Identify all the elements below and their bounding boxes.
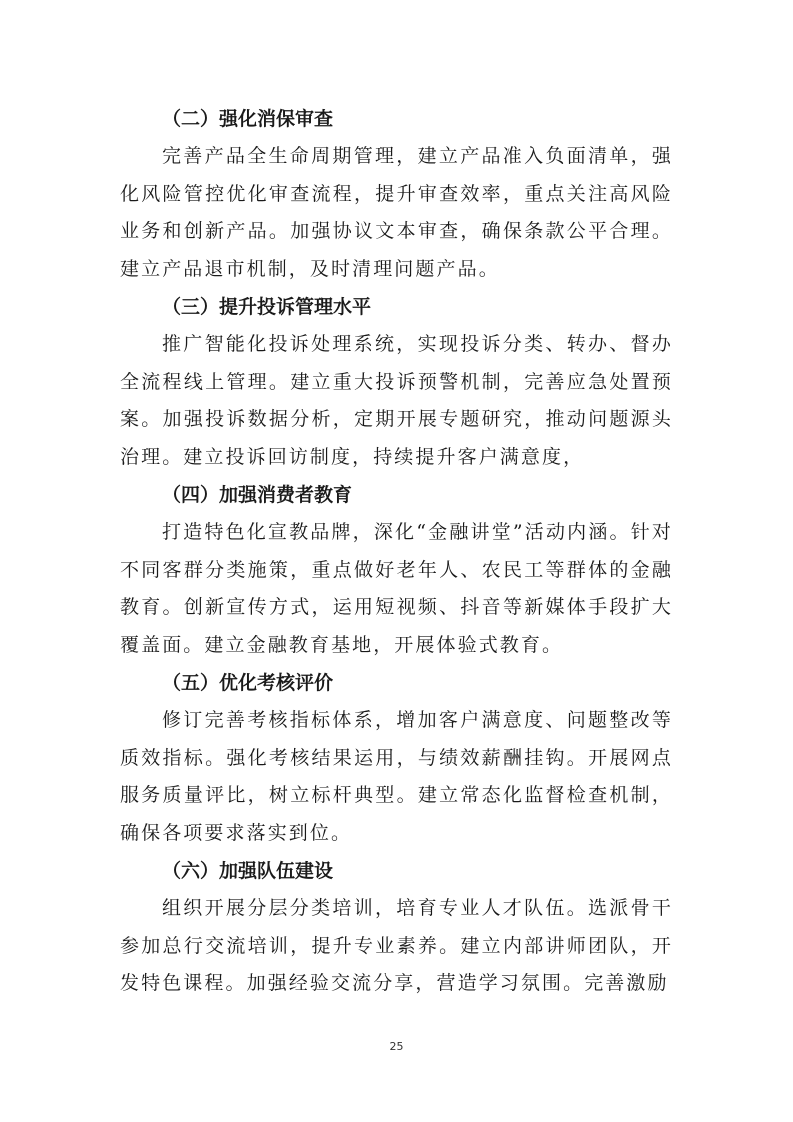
section-4 — [120, 476, 673, 664]
section-heading: （六）加强队伍建设 — [162, 860, 334, 882]
section-paragraph: 打造特色化宣教品牌，深化“金融讲堂”活动内涵。针对不同客群分类施策，重点做好老年人、农民工等群体的金融教育。创新宣传方式，运用短视频、抖音等新媒体手段扩大覆盖面。建立金融教育基地，开展体验式教育。 — [120, 521, 673, 656]
document-page — [120, 100, 673, 1003]
section-heading: （二）强化消保审查 — [162, 108, 334, 130]
section-6 — [120, 852, 673, 1003]
section-paragraph: 修订完善考核指标体系，增加客户满意度、问题整改等质效指标。强化考核结果运用，与绩效薪酬挂钩。开展网点服务质量评比，树立标杆典型。建立常态化监督检查机制，确保各项要求落实到位。 — [120, 709, 673, 844]
section-paragraph: 组织开展分层分类培训，培育专业人才队伍。选派骨干参加总行交流培训，提升专业素养。建立内部讲师团队，开发特色课程。加强经验交流分享，营造学习氛围。完善激励 — [120, 897, 673, 994]
page-number: 25 — [389, 1040, 404, 1053]
section-paragraph: 推广智能化投诉处理系统，实现投诉分类、转办、督办全流程线上管理。建立重大投诉预警机制，完善应急处置预案。加强投诉数据分析，定期开展专题研究，推动问题源头治理。建立投诉回访制度，持续提升客户满意度， — [120, 333, 673, 468]
section-heading: （三）提升投诉管理水平 — [162, 296, 372, 318]
section-2 — [120, 100, 673, 288]
section-heading: （四）加强消费者教育 — [162, 484, 353, 506]
section-5 — [120, 664, 673, 852]
section-3 — [120, 288, 673, 476]
section-paragraph: 完善产品全生命周期管理，建立产品准入负面清单，强化风险管控优化审查流程，提升审查效率，重点关注高风险业务和创新产品。加强协议文本审查，确保条款公平合理。建立产品退市机制，及时清理问题产品。 — [120, 145, 673, 280]
section-heading: （五）优化考核评价 — [162, 672, 334, 694]
